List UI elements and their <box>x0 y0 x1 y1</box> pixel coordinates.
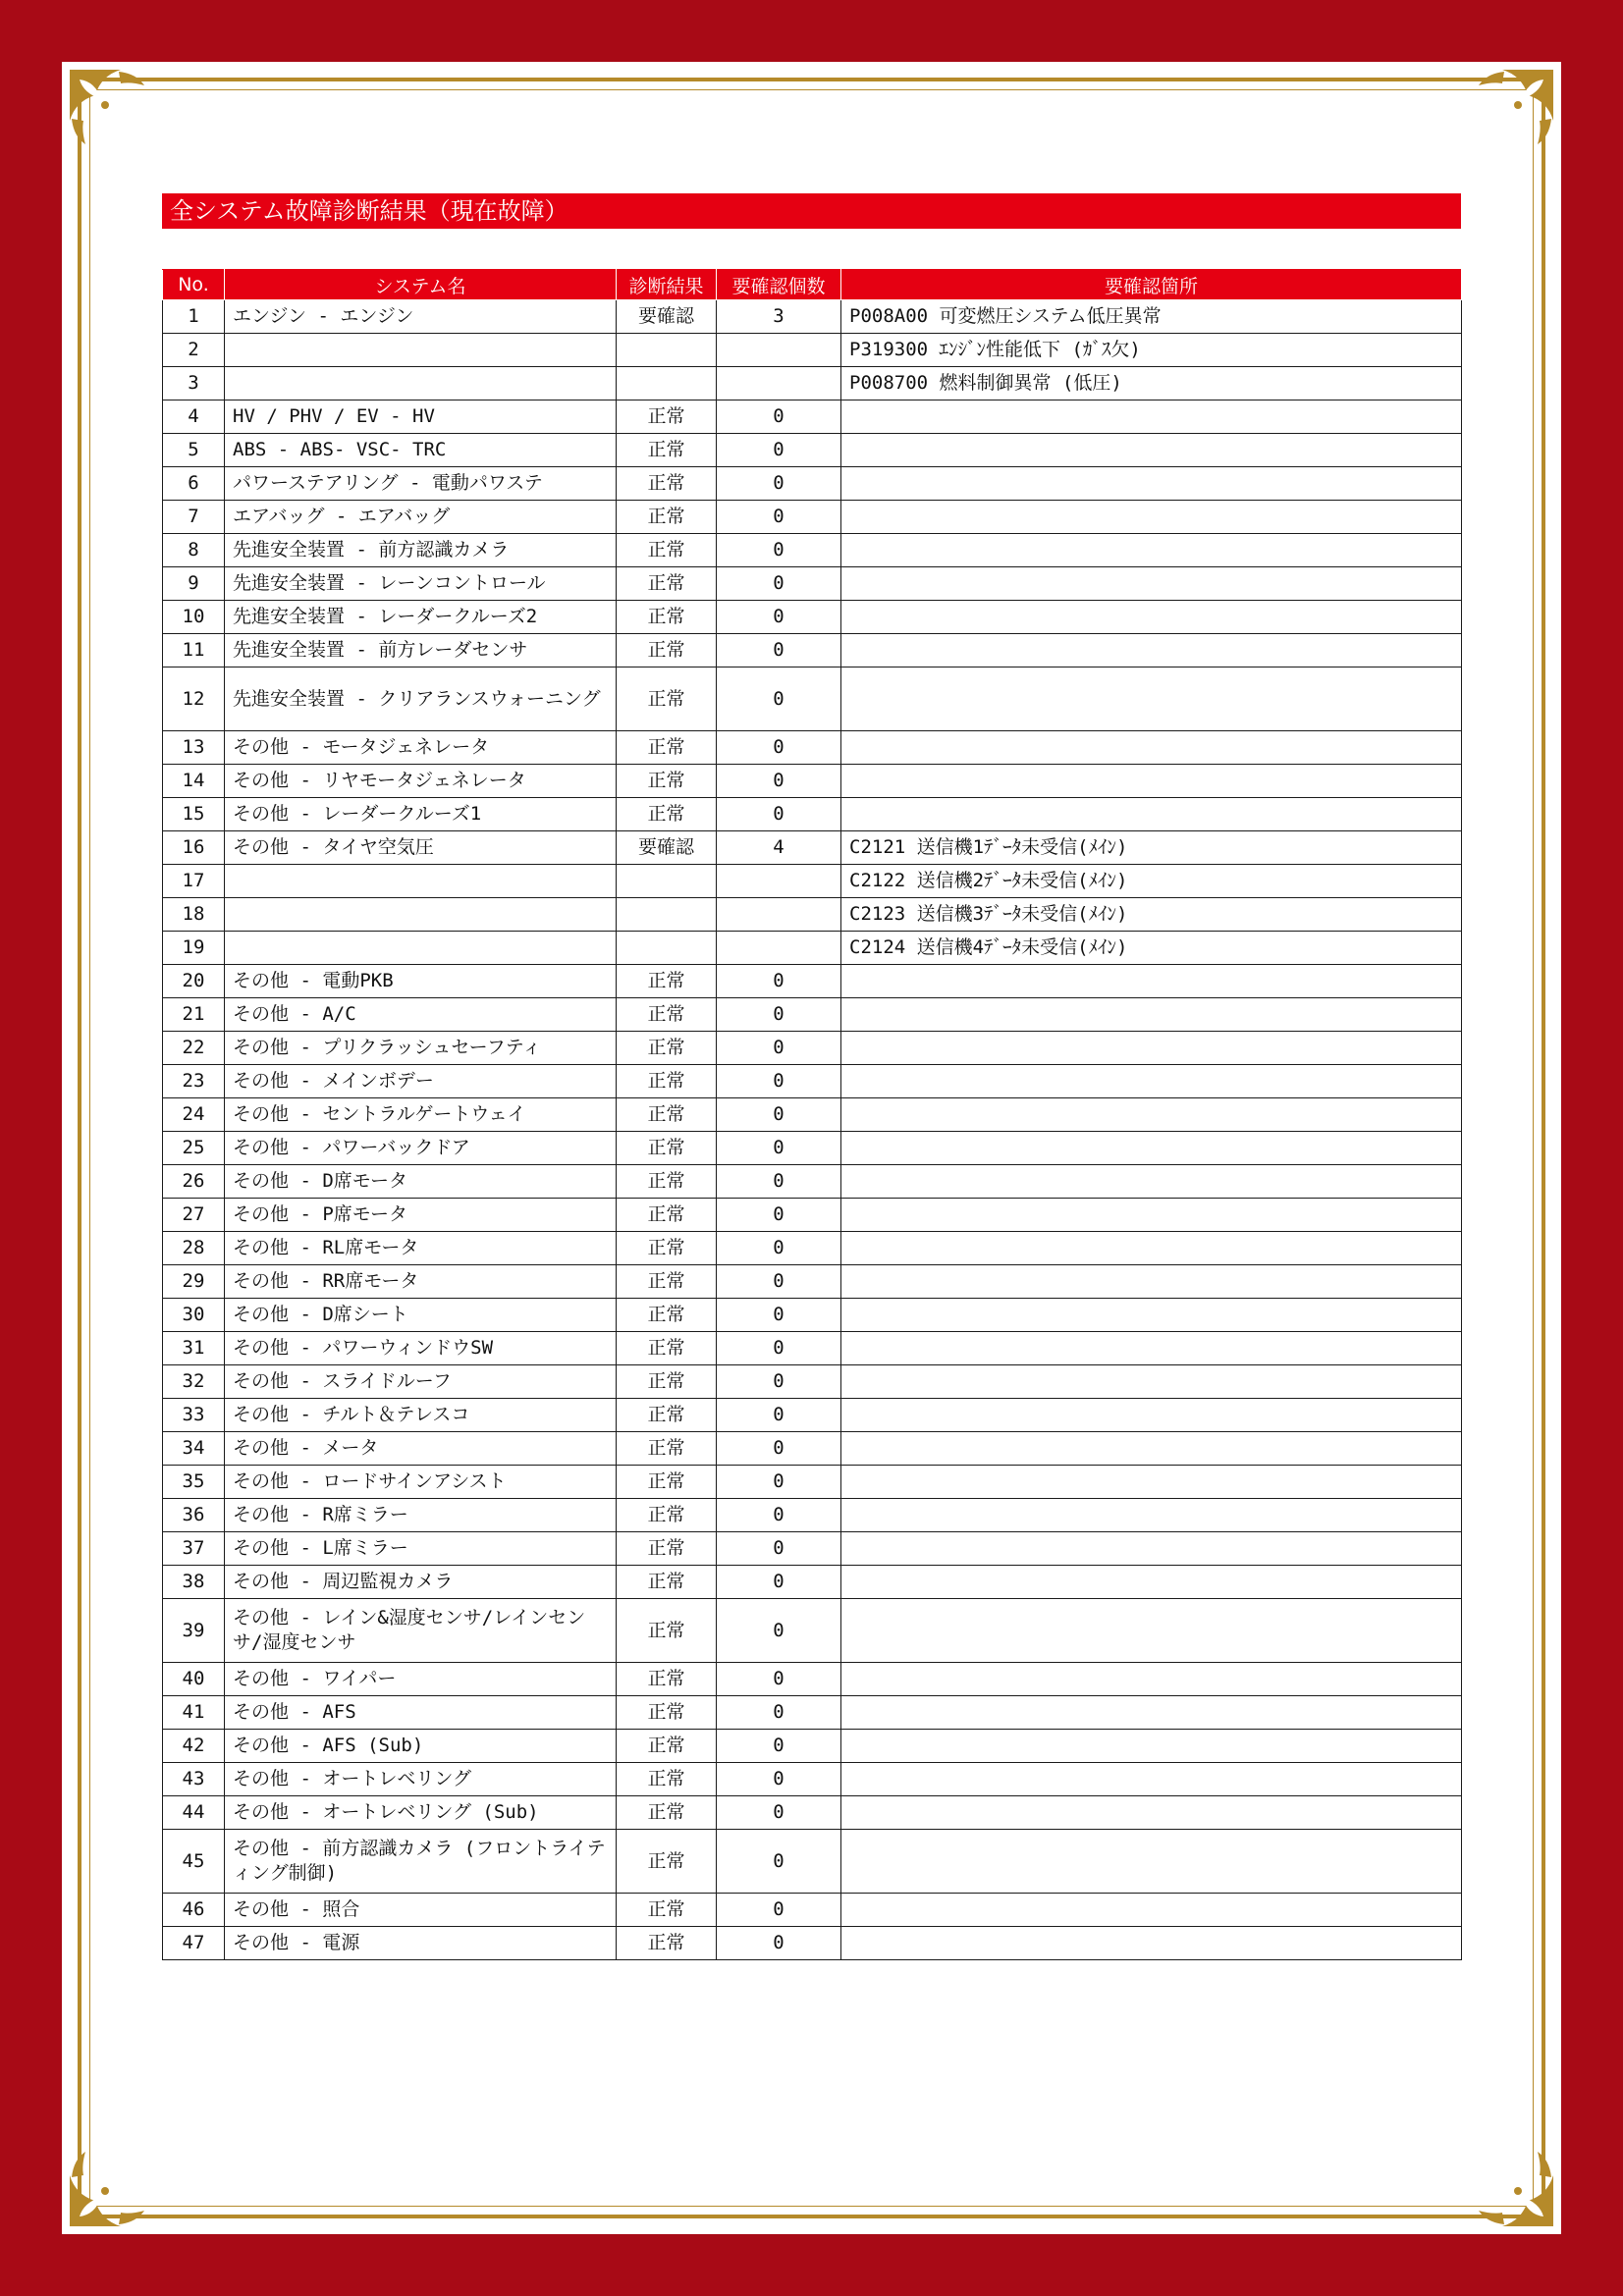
row-system: その他 - リヤモータジェネレータ <box>225 765 617 798</box>
row-no: 10 <box>163 601 225 634</box>
table-row <box>163 1894 1462 1927</box>
row-count: 0 <box>717 534 841 567</box>
row-location <box>841 467 1462 501</box>
table-row <box>163 831 1462 865</box>
row-result: 正常 <box>617 1065 717 1098</box>
row-location <box>841 1830 1462 1894</box>
table-row <box>163 300 1462 334</box>
row-system: その他 - 周辺監視カメラ <box>225 1566 617 1599</box>
table-row <box>163 634 1462 667</box>
row-result: 正常 <box>617 467 717 501</box>
row-result: 正常 <box>617 965 717 998</box>
table-row <box>163 667 1462 731</box>
row-result: 正常 <box>617 567 717 601</box>
header-location: 要確認箇所 <box>841 270 1462 300</box>
row-result: 正常 <box>617 1098 717 1132</box>
row-no: 1 <box>163 300 225 334</box>
row-location <box>841 765 1462 798</box>
table-row <box>163 1232 1462 1265</box>
table-row <box>163 1763 1462 1796</box>
row-result: 正常 <box>617 1265 717 1299</box>
table-row <box>163 1663 1462 1696</box>
row-count: 0 <box>717 1265 841 1299</box>
row-location <box>841 1566 1462 1599</box>
table-row <box>163 1132 1462 1165</box>
row-count <box>717 367 841 400</box>
row-no: 11 <box>163 634 225 667</box>
row-result: 正常 <box>617 634 717 667</box>
row-count: 0 <box>717 434 841 467</box>
row-no: 7 <box>163 501 225 534</box>
table-row <box>163 501 1462 534</box>
row-count: 0 <box>717 1696 841 1730</box>
row-result: 正常 <box>617 1763 717 1796</box>
header-system: システム名 <box>225 270 617 300</box>
row-result <box>617 898 717 932</box>
row-result: 正常 <box>617 1199 717 1232</box>
row-no: 46 <box>163 1894 225 1927</box>
row-location <box>841 1532 1462 1566</box>
row-system: 先進安全装置 - 前方認識カメラ <box>225 534 617 567</box>
row-count: 0 <box>717 1432 841 1466</box>
row-result: 正常 <box>617 1365 717 1399</box>
row-no: 29 <box>163 1265 225 1299</box>
row-no: 39 <box>163 1599 225 1663</box>
row-count: 0 <box>717 998 841 1032</box>
row-no: 38 <box>163 1566 225 1599</box>
row-count: 0 <box>717 1098 841 1132</box>
row-system: その他 - チルト＆テレスコ <box>225 1399 617 1432</box>
row-count: 0 <box>717 1399 841 1432</box>
row-location <box>841 667 1462 731</box>
row-system <box>225 367 617 400</box>
row-location <box>841 1696 1462 1730</box>
row-count: 0 <box>717 467 841 501</box>
row-no: 45 <box>163 1830 225 1894</box>
row-location <box>841 1927 1462 1960</box>
row-system: HV / PHV / EV - HV <box>225 400 617 434</box>
row-location <box>841 1432 1462 1466</box>
row-result: 要確認 <box>617 300 717 334</box>
row-no: 26 <box>163 1165 225 1199</box>
row-result: 要確認 <box>617 831 717 865</box>
row-location <box>841 1299 1462 1332</box>
row-count: 0 <box>717 1365 841 1399</box>
row-no: 27 <box>163 1199 225 1232</box>
row-system: その他 - タイヤ空気圧 <box>225 831 617 865</box>
row-location <box>841 1730 1462 1763</box>
row-no: 15 <box>163 798 225 831</box>
row-system: エアバッグ - エアバッグ <box>225 501 617 534</box>
row-system <box>225 898 617 932</box>
row-count: 0 <box>717 1532 841 1566</box>
row-result: 正常 <box>617 1663 717 1696</box>
row-count: 0 <box>717 1566 841 1599</box>
row-location <box>841 1165 1462 1199</box>
row-system: その他 - 電源 <box>225 1927 617 1960</box>
row-result: 正常 <box>617 534 717 567</box>
table-row <box>163 731 1462 765</box>
row-result: 正常 <box>617 798 717 831</box>
row-no: 20 <box>163 965 225 998</box>
row-location <box>841 634 1462 667</box>
row-location: C2121 送信機1ﾃﾞｰﾀ未受信(ﾒｲﾝ) <box>841 831 1462 865</box>
row-result <box>617 334 717 367</box>
table-row <box>163 1098 1462 1132</box>
row-system: エンジン - エンジン <box>225 300 617 334</box>
row-location <box>841 1132 1462 1165</box>
row-result: 正常 <box>617 1165 717 1199</box>
table-header-row <box>163 270 1462 300</box>
row-system: その他 - スライドルーフ <box>225 1365 617 1399</box>
row-system: その他 - プリクラッシュセーフティ <box>225 1032 617 1065</box>
row-location <box>841 601 1462 634</box>
row-system: その他 - セントラルゲートウェイ <box>225 1098 617 1132</box>
row-no: 36 <box>163 1499 225 1532</box>
row-count <box>717 334 841 367</box>
table-row <box>163 898 1462 932</box>
header-no: No. <box>163 270 225 300</box>
table-row <box>163 865 1462 898</box>
report-title: 全システム故障診断結果（現在故障） <box>162 193 1461 229</box>
table-row <box>163 932 1462 965</box>
row-no: 18 <box>163 898 225 932</box>
row-system: ABS - ABS- VSC- TRC <box>225 434 617 467</box>
row-result: 正常 <box>617 1399 717 1432</box>
row-result: 正常 <box>617 731 717 765</box>
row-no: 3 <box>163 367 225 400</box>
row-system: その他 - レーダークルーズ1 <box>225 798 617 831</box>
report-page <box>62 62 1561 2234</box>
row-location <box>841 798 1462 831</box>
table-row <box>163 367 1462 400</box>
row-no: 12 <box>163 667 225 731</box>
row-count: 0 <box>717 1032 841 1065</box>
table-row <box>163 1265 1462 1299</box>
row-location <box>841 1763 1462 1796</box>
row-system: その他 - D席モータ <box>225 1165 617 1199</box>
table-row <box>163 334 1462 367</box>
table-row <box>163 567 1462 601</box>
row-count: 0 <box>717 1894 841 1927</box>
row-result: 正常 <box>617 400 717 434</box>
row-count: 0 <box>717 1199 841 1232</box>
row-result <box>617 932 717 965</box>
row-location: P008700 燃料制御異常 (低圧) <box>841 367 1462 400</box>
row-no: 4 <box>163 400 225 434</box>
row-no: 6 <box>163 467 225 501</box>
row-no: 9 <box>163 567 225 601</box>
row-location <box>841 1894 1462 1927</box>
ornament-corner-icon <box>1463 2136 1561 2234</box>
table-row <box>163 1927 1462 1960</box>
row-no: 5 <box>163 434 225 467</box>
row-result: 正常 <box>617 1432 717 1466</box>
table-row <box>163 1332 1462 1365</box>
row-system: その他 - 照合 <box>225 1894 617 1927</box>
row-count: 0 <box>717 601 841 634</box>
row-no: 42 <box>163 1730 225 1763</box>
row-count: 0 <box>717 1065 841 1098</box>
row-system: その他 - レイン&湿度センサ/レインセンサ/湿度センサ <box>225 1599 617 1663</box>
table-row <box>163 1065 1462 1098</box>
row-result: 正常 <box>617 1132 717 1165</box>
row-system: パワーステアリング - 電動パワステ <box>225 467 617 501</box>
ornament-corner-icon <box>1463 62 1561 160</box>
row-location <box>841 1032 1462 1065</box>
row-count: 0 <box>717 1132 841 1165</box>
row-no: 33 <box>163 1399 225 1432</box>
ornament-corner-icon <box>62 62 160 160</box>
row-location <box>841 501 1462 534</box>
row-count: 0 <box>717 501 841 534</box>
row-result: 正常 <box>617 434 717 467</box>
row-location <box>841 1499 1462 1532</box>
table-row <box>163 1165 1462 1199</box>
row-location: C2123 送信機3ﾃﾞｰﾀ未受信(ﾒｲﾝ) <box>841 898 1462 932</box>
row-system: その他 - パワーウィンドウSW <box>225 1332 617 1365</box>
row-location: C2122 送信機2ﾃﾞｰﾀ未受信(ﾒｲﾝ) <box>841 865 1462 898</box>
row-result <box>617 367 717 400</box>
row-location <box>841 998 1462 1032</box>
row-location <box>841 1199 1462 1232</box>
row-no: 16 <box>163 831 225 865</box>
table-row <box>163 601 1462 634</box>
table-row <box>163 1599 1462 1663</box>
row-count: 0 <box>717 965 841 998</box>
row-no: 41 <box>163 1696 225 1730</box>
row-system: その他 - D席シート <box>225 1299 617 1332</box>
row-no: 17 <box>163 865 225 898</box>
row-system: 先進安全装置 - レーダークルーズ2 <box>225 601 617 634</box>
table-row <box>163 1532 1462 1566</box>
row-count: 0 <box>717 567 841 601</box>
row-system: その他 - オートレベリング (Sub) <box>225 1796 617 1830</box>
row-count <box>717 865 841 898</box>
header-count: 要確認個数 <box>717 270 841 300</box>
row-location: P008A00 可変燃圧システム低圧異常 <box>841 300 1462 334</box>
table-row <box>163 1499 1462 1532</box>
row-location <box>841 534 1462 567</box>
row-result: 正常 <box>617 1730 717 1763</box>
row-location <box>841 1332 1462 1365</box>
row-count: 0 <box>717 400 841 434</box>
row-system: その他 - R席ミラー <box>225 1499 617 1532</box>
table-row <box>163 798 1462 831</box>
row-no: 43 <box>163 1763 225 1796</box>
table-row <box>163 1432 1462 1466</box>
row-system: 先進安全装置 - レーンコントロール <box>225 567 617 601</box>
row-count: 0 <box>717 1927 841 1960</box>
table-row <box>163 1199 1462 1232</box>
row-result: 正常 <box>617 1696 717 1730</box>
row-no: 19 <box>163 932 225 965</box>
row-count: 0 <box>717 634 841 667</box>
row-system: その他 - パワーバックドア <box>225 1132 617 1165</box>
row-system: その他 - 電動PKB <box>225 965 617 998</box>
row-result: 正常 <box>617 765 717 798</box>
row-location: C2124 送信機4ﾃﾞｰﾀ未受信(ﾒｲﾝ) <box>841 932 1462 965</box>
row-system: その他 - P席モータ <box>225 1199 617 1232</box>
row-count: 0 <box>717 1730 841 1763</box>
table-row <box>163 765 1462 798</box>
row-result: 正常 <box>617 1599 717 1663</box>
row-result: 正常 <box>617 998 717 1032</box>
row-count: 0 <box>717 1796 841 1830</box>
row-location <box>841 1265 1462 1299</box>
row-no: 40 <box>163 1663 225 1696</box>
row-system: その他 - 前方認識カメラ (フロントライティング制御) <box>225 1830 617 1894</box>
row-count: 0 <box>717 1165 841 1199</box>
row-count: 0 <box>717 798 841 831</box>
row-result: 正常 <box>617 1332 717 1365</box>
row-no: 44 <box>163 1796 225 1830</box>
row-count <box>717 932 841 965</box>
row-no: 47 <box>163 1927 225 1960</box>
row-location <box>841 1796 1462 1830</box>
table-row <box>163 534 1462 567</box>
row-no: 32 <box>163 1365 225 1399</box>
table-row <box>163 1730 1462 1763</box>
row-result: 正常 <box>617 1499 717 1532</box>
row-location <box>841 1466 1462 1499</box>
table-row <box>163 1796 1462 1830</box>
row-count: 0 <box>717 731 841 765</box>
row-count: 0 <box>717 1830 841 1894</box>
row-count: 0 <box>717 1599 841 1663</box>
row-count: 0 <box>717 765 841 798</box>
row-no: 35 <box>163 1466 225 1499</box>
table-row <box>163 1830 1462 1894</box>
row-location <box>841 567 1462 601</box>
row-system: 先進安全装置 - 前方レーダセンサ <box>225 634 617 667</box>
row-result: 正常 <box>617 1830 717 1894</box>
row-no: 22 <box>163 1032 225 1065</box>
row-location <box>841 434 1462 467</box>
row-result: 正常 <box>617 601 717 634</box>
row-count <box>717 898 841 932</box>
table-row <box>163 1365 1462 1399</box>
row-system: その他 - L席ミラー <box>225 1532 617 1566</box>
row-count: 0 <box>717 1499 841 1532</box>
table-row <box>163 434 1462 467</box>
row-location <box>841 1365 1462 1399</box>
row-system: その他 - オートレベリング <box>225 1763 617 1796</box>
row-no: 8 <box>163 534 225 567</box>
row-no: 23 <box>163 1065 225 1098</box>
row-no: 2 <box>163 334 225 367</box>
row-system: その他 - RL席モータ <box>225 1232 617 1265</box>
row-result: 正常 <box>617 501 717 534</box>
row-result: 正常 <box>617 1299 717 1332</box>
row-system: その他 - ワイパー <box>225 1663 617 1696</box>
row-no: 30 <box>163 1299 225 1332</box>
row-result: 正常 <box>617 1232 717 1265</box>
row-location <box>841 965 1462 998</box>
row-location <box>841 1065 1462 1098</box>
ornament-corner-icon <box>62 2136 160 2234</box>
row-location <box>841 1399 1462 1432</box>
row-location: P319300 ｴﾝｼﾞﾝ性能低下 (ｶﾞｽ欠) <box>841 334 1462 367</box>
row-result: 正常 <box>617 1894 717 1927</box>
row-system: その他 - メインボデー <box>225 1065 617 1098</box>
row-location <box>841 1663 1462 1696</box>
table-row <box>163 1696 1462 1730</box>
row-result: 正常 <box>617 1566 717 1599</box>
row-count: 0 <box>717 1663 841 1696</box>
row-no: 34 <box>163 1432 225 1466</box>
row-system <box>225 334 617 367</box>
row-count: 0 <box>717 1232 841 1265</box>
row-count: 0 <box>717 1466 841 1499</box>
row-location <box>841 400 1462 434</box>
row-system: その他 - A/C <box>225 998 617 1032</box>
diagnosis-table <box>162 269 1462 1960</box>
table-row <box>163 1566 1462 1599</box>
table-row <box>163 467 1462 501</box>
row-no: 24 <box>163 1098 225 1132</box>
row-result: 正常 <box>617 1466 717 1499</box>
row-count: 0 <box>717 1299 841 1332</box>
row-result: 正常 <box>617 667 717 731</box>
header-result: 診断結果 <box>617 270 717 300</box>
table-row <box>163 965 1462 998</box>
row-no: 31 <box>163 1332 225 1365</box>
row-system: その他 - モータジェネレータ <box>225 731 617 765</box>
row-count: 0 <box>717 667 841 731</box>
table-row <box>163 998 1462 1032</box>
row-no: 21 <box>163 998 225 1032</box>
row-count: 3 <box>717 300 841 334</box>
row-count: 4 <box>717 831 841 865</box>
row-result <box>617 865 717 898</box>
row-system <box>225 932 617 965</box>
row-result: 正常 <box>617 1927 717 1960</box>
row-no: 13 <box>163 731 225 765</box>
row-system: 先進安全装置 - クリアランスウォーニング <box>225 667 617 731</box>
row-no: 25 <box>163 1132 225 1165</box>
table-row <box>163 400 1462 434</box>
table-row <box>163 1299 1462 1332</box>
row-result: 正常 <box>617 1796 717 1830</box>
row-system: その他 - AFS <box>225 1696 617 1730</box>
row-count: 0 <box>717 1763 841 1796</box>
row-no: 28 <box>163 1232 225 1265</box>
row-location <box>841 1232 1462 1265</box>
table-row <box>163 1466 1462 1499</box>
table-row <box>163 1032 1462 1065</box>
table-row <box>163 1399 1462 1432</box>
row-system <box>225 865 617 898</box>
row-location <box>841 1098 1462 1132</box>
row-system: その他 - ロードサインアシスト <box>225 1466 617 1499</box>
row-location <box>841 1599 1462 1663</box>
row-system: その他 - RR席モータ <box>225 1265 617 1299</box>
row-location <box>841 731 1462 765</box>
row-no: 14 <box>163 765 225 798</box>
row-result: 正常 <box>617 1532 717 1566</box>
row-no: 37 <box>163 1532 225 1566</box>
row-system: その他 - メータ <box>225 1432 617 1466</box>
row-count: 0 <box>717 1332 841 1365</box>
row-system: その他 - AFS (Sub) <box>225 1730 617 1763</box>
row-result: 正常 <box>617 1032 717 1065</box>
